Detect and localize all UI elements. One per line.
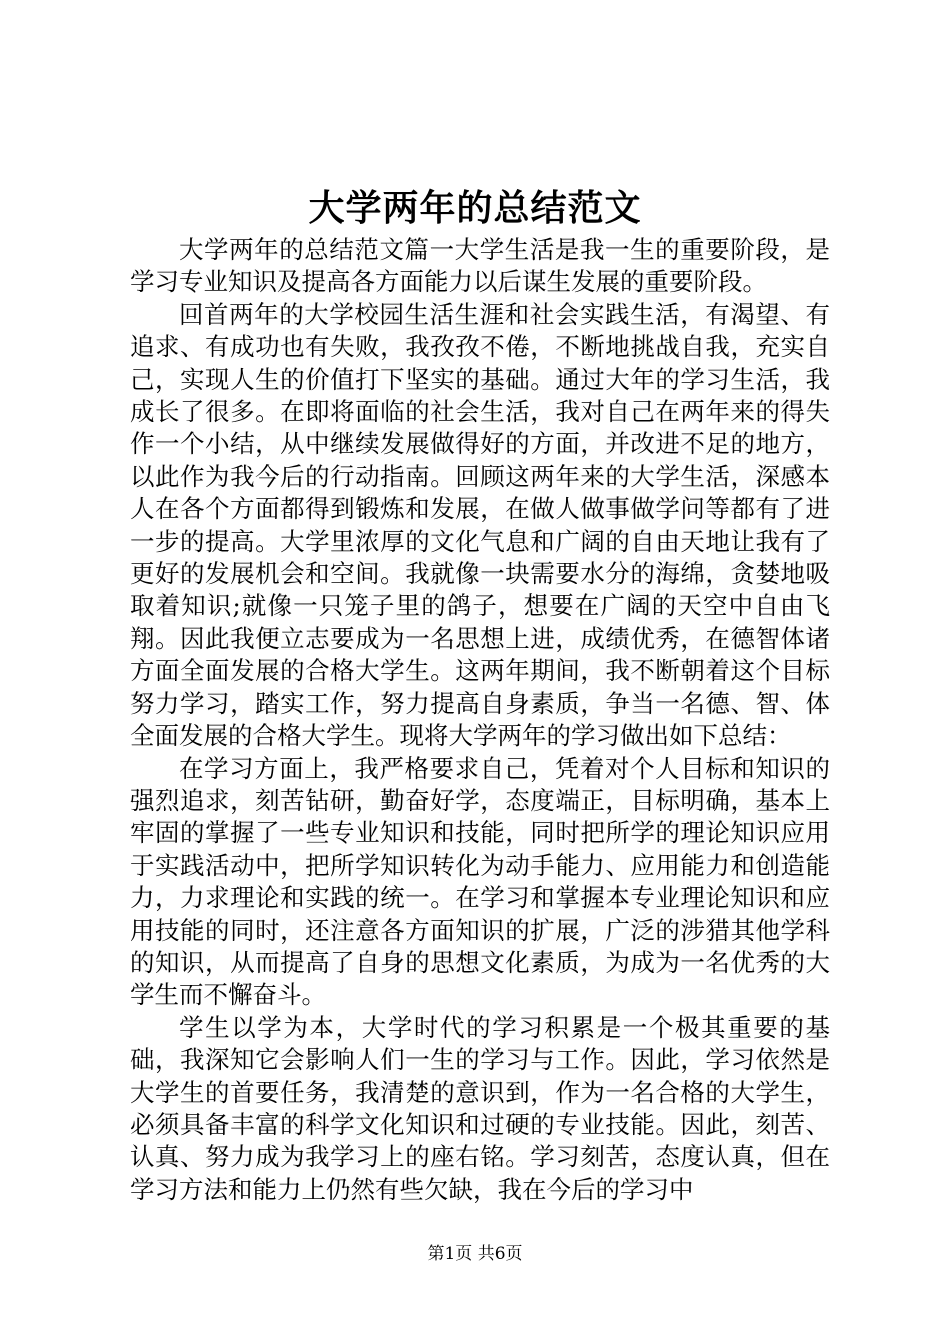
document-title: 大学两年的总结范文 (308, 188, 642, 229)
paragraph-2: 回首两年的大学校园生活生涯和社会实践生活，有渴望、有追求、有成功也有失败，我孜孜不倦，不断地挑战自我，充实自己，实现人生的价值打下坚实的基础。通过大年的学习生活，我成长了很多。在即将面临的社会生活，我对自己在两年来的得失作一个小结，从中继续发展做得好的方面，并改进不足的地方，以此作为我今后的行动指南。回顾这两年来的大学生活，深感本人在各个方面都得到锻炼和发展，在做人做事做学问等都有了进一步的提高。大学里浓厚的文化气息和广阔的自由天地让我有了更好的发展机会和空间。我就像一块需要水分的海绵，贪婪地吸取着知识;就像一只笼子里的鸽子，想要在广阔的天空中自由飞翔。因此我便立志要成为一名思想上进，成绩优秀，在德智体诸方面全面发展的合格大学生。这两年期间，我不断朝着这个目标努力学习，踏实工作，努力提高自身素质，争当一名德、智、体全面发展的合格大学生。现将大学两年的学习做出如下总结： (130, 299, 830, 751)
paragraph-4: 学生以学为本，大学时代的学习积累是一个极其重要的基础，我深知它会影响人们一生的学习与工作。因此，学习依然是大学生的首要任务，我清楚的意识到，作为一名合格的大学生，必须具备丰富的科学文化知识和过硬的专业技能。因此，刻苦、认真、努力成为我学习上的座右铭。学习刻苦，态度认真，但在学习方法和能力上仍然有些欠缺，我在今后的学习中 (130, 1012, 830, 1204)
paragraph-3: 在学习方面上，我严格要求自己，凭着对个人目标和知识的强烈追求，刻苦钻研，勤奋好学，态度端正，目标明确，基本上牢固的掌握了一些专业知识和技能，同时把所学的理论知识应用于实践活动中，把所学知识转化为动手能力、应用能力和创造能力，力求理论和实践的统一。在学习和掌握本专业理论知识和应用技能的同时，还注意各方面知识的扩展，广泛的涉猎其他学科的知识，从而提高了自身的思想文化素质，为成为一名优秀的大学生而不懈奋斗。 (130, 753, 830, 1010)
document-body (130, 234, 830, 1206)
page-footer: 第1页 共6页 (427, 1244, 523, 1264)
paragraph-1: 大学两年的总结范文篇一大学生活是我一生的重要阶段，是学习专业知识及提高各方面能力以后谋生发展的重要阶段。 (130, 235, 830, 297)
